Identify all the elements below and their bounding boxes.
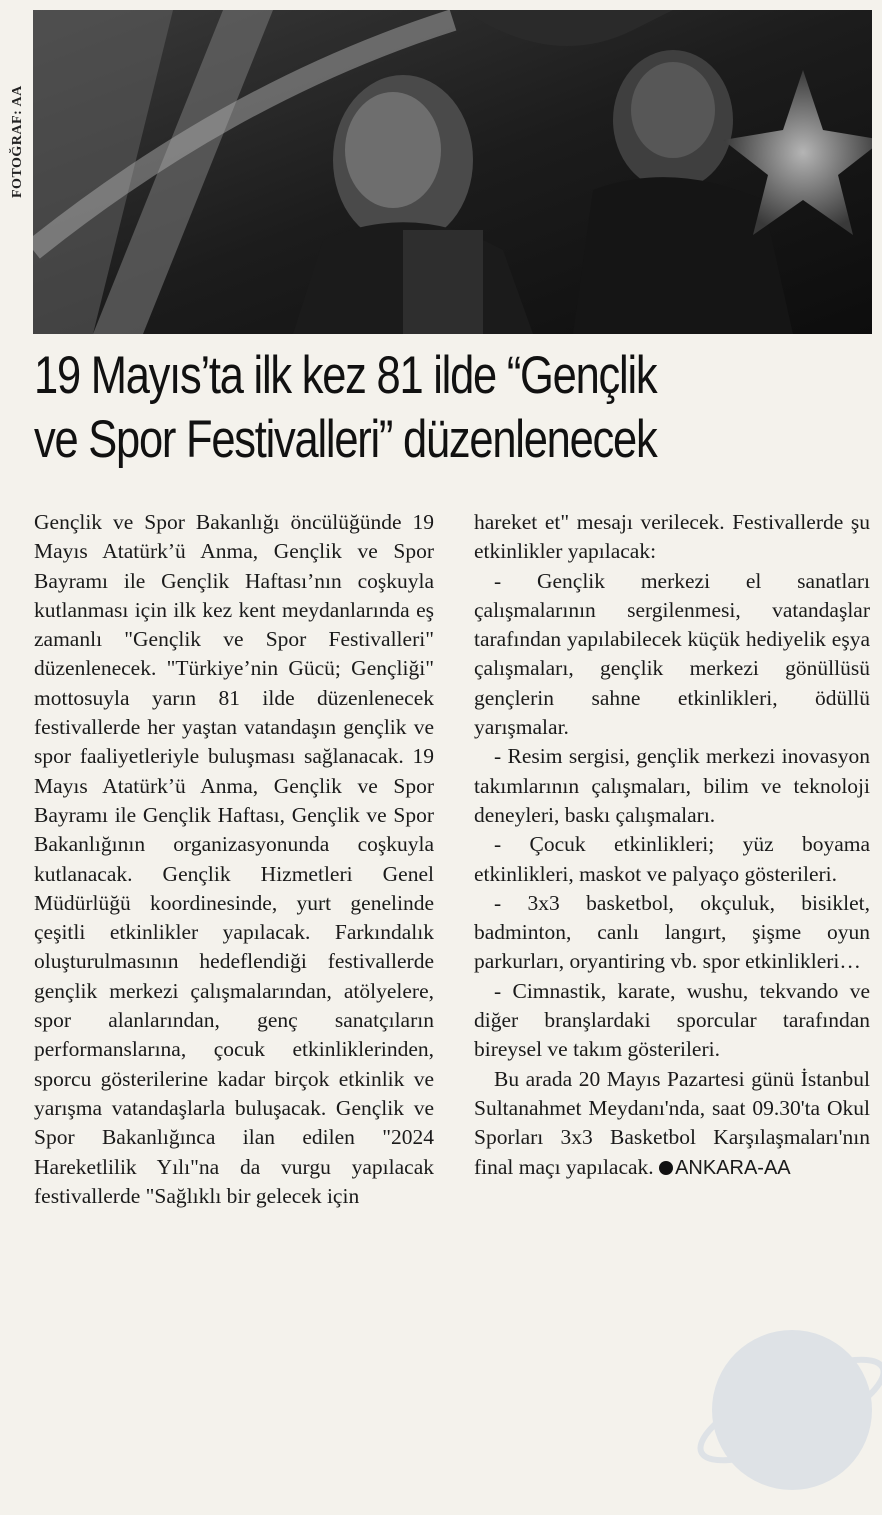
article-column-left — [34, 508, 434, 1211]
closing-text: Bu arada 20 Mayıs Pazartesi günü İstanbul Sultanahmet Meydanı'nda, saat 09.30'ta Okul Sporları 3x3 Basketbol Karşılaşmaları'nın final maçı yapılacak. — [474, 1066, 870, 1179]
body-paragraph: Gençlik ve Spor Bakanlığı öncülüğünde 19 Mayıs Atatürk’ü Anma, Gençlik ve Spor Bayramı ile Gençlik Haftası’nın coşkuyla kutlanması için ilk kez kent meydanlarında eş zamanlı "Gençlik ve Spor Festivalleri" düzenlenecek. "Türkiye’nin Gücü; Gençliği" mottosuyla yarın 81 ilde düzenlenecek festivallerde her yaştan vatandaşın gençlik ve spor faaliyetleriyle buluşması sağlanacak. 19 Mayıs Atatürk’ü Anma, Gençlik ve Spor Bayramı ile Gençlik Haftası, Gençlik ve Spor Bakanlığının organizasyonunda coşkuyla kutlanacak. Gençlik Hizmetleri Genel Müdürlüğü koordinesinde, yurt genelinde çeşitli etkinlikler yapılacak. Farkındalık oluşturulmasının hedeflendiği festivallerde gençlik merkezi çalışmalarından, atölyelere, spor alanlarından, genç sanatçıların performanslarına, çocuk etkinliklerinden, sporcu gösterilerine kadar birçok etkinlik ve yarışma vatandaşlarla buluşacak. Gençlik ve Spor Bakanlığınca ilan edilen "2024 Hareketlilik Yılı"na da vurgu yapılacak festivallerde "Sağlıklı bir gelecek için — [34, 510, 434, 1208]
watermark-icon — [682, 1300, 882, 1515]
photo-credit: FOTOĞRAF: AA — [10, 85, 25, 198]
article-photo — [33, 10, 872, 334]
list-item: - Gençlik merkezi el sanatları çalışmalarının sergilenmesi, vatandaşlar tarafından yapılabilecek küçük hediyelik eşya çalışmaları, gençlik merkezi gönüllüsü gençlerin sahne etkinlikleri, ödüllü yarışmalar. — [474, 568, 870, 740]
byline: ANKARA-AA — [675, 1156, 791, 1179]
bullet-dot-icon — [659, 1161, 673, 1175]
photo-image — [33, 10, 872, 334]
list-item: - Resim sergisi, gençlik merkezi inovasyon takımlarının çalışmaları, bilim ve teknoloji deneyleri, baskı çalışmaları. — [474, 744, 870, 827]
intro-paragraph: hareket et" mesajı verilecek. Festivallerde şu etkinlikler yapılacak: — [474, 510, 870, 564]
article-headline: 19 Mayıs’ta ilk kez 81 ilde “Gençlik ve Spor Festivalleri” düzenlenecek — [34, 346, 657, 469]
list-item: - 3x3 basketbol, okçuluk, bisiklet, badminton, canlı langırt, şişme oyun parkurları, oryantiring vb. spor etkinlikleri… — [474, 890, 870, 974]
list-item: - Cimnastik, karate, wushu, tekvando ve diğer branşlardaki sporcular tarafından bireysel ve takım gösterileri. — [474, 978, 870, 1062]
list-item: - Çocuk etkinlikleri; yüz boyama etkinlikleri, maskot ve palyaço gösterileri. — [474, 832, 870, 886]
article-column-right — [474, 508, 870, 1183]
closing-paragraph — [474, 1065, 870, 1183]
